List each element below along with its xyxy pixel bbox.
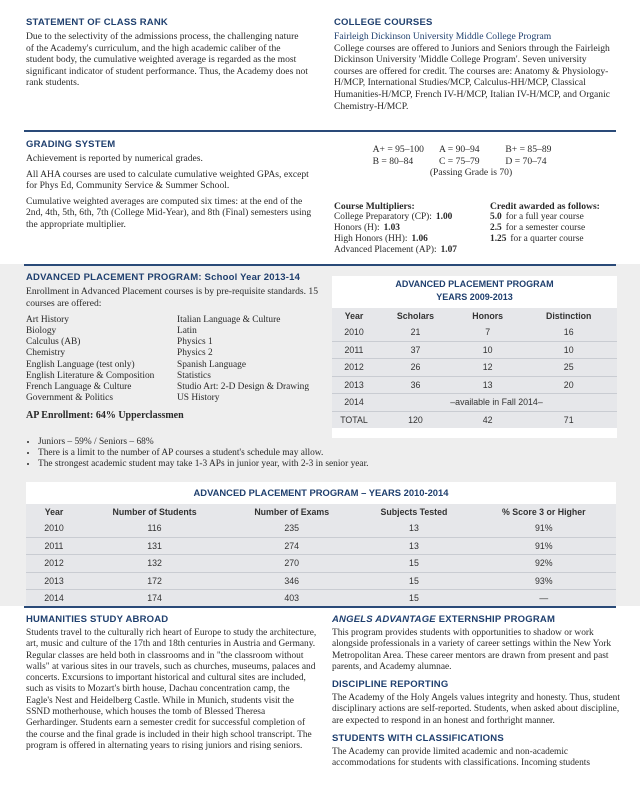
class-rank-text: Due to the selectivity of the admissions process, the challenging nature of the Academy's curriculum, and the high academic caliber of the student body, the cumulative weighted average is regarded as the most significant indicator of student performance. Thus, the Academy does not rank students. [26, 31, 308, 89]
table-cell: 270 [227, 555, 356, 573]
credit-row [490, 223, 620, 234]
ap-table1-title [332, 276, 617, 304]
table-cell: 2014 [44, 593, 64, 604]
table-cell: 2011 [332, 341, 376, 359]
college-courses-subheading: Fairleigh Dickinson University Middle College Program [334, 31, 552, 42]
column-header: Subjects Tested [380, 507, 448, 517]
table-cell: 10 [520, 341, 617, 359]
table-cell: 172 [82, 572, 227, 590]
discipline-text: The Academy of the Holy Angels values integrity and honesty. Thus, student disciplinary actions are self-reported. Students, when asked about discipline, are expected to respond in an honest and forthright manner. [332, 693, 620, 726]
multiplier-value: 1.03 [383, 223, 400, 234]
grade-scale-row [336, 156, 606, 168]
ap-table2 [26, 504, 616, 607]
grading-text-2: All AHA courses are used to calculate cumulative weighted GPAs, except for Phys Ed, Community Service & Summer School. [26, 168, 309, 192]
table-cell: 174 [147, 593, 162, 604]
table-cell: 274 [227, 537, 356, 555]
table-row [332, 376, 617, 394]
ap-course-column-right [177, 315, 326, 404]
table-cell: 91% [472, 520, 616, 537]
grading-text-3: Cumulative weighted averages are computed six times: at the end of the 2nd, 4th, 5th, 6th, 7th (College Mid-Year), and 8th (Final) semesters using the appropriate multiplier. [26, 195, 312, 230]
grade-scale-item: B+ = 85–89 [505, 144, 552, 155]
grade-scale-item: A = 90–94 [439, 144, 480, 155]
table-cell: 2013 [26, 572, 82, 590]
ap-course: Italian Language & Culture [177, 315, 281, 326]
ap-course: Biology [26, 326, 57, 337]
column-header: Honors [472, 311, 504, 321]
table-header-row [26, 504, 616, 520]
multiplier-label: Advanced Placement (AP): [334, 245, 437, 256]
table-cell: 91% [472, 537, 616, 555]
table-cell: 7 [455, 324, 520, 341]
table-cell: 10 [455, 341, 520, 359]
ap-results-table-2009-2013 [332, 276, 617, 438]
table-cell: 20 [520, 376, 617, 394]
divider [24, 130, 616, 132]
table-cell: 42 [482, 414, 493, 425]
column-header: Number of Exams [254, 507, 330, 517]
multiplier-row [334, 245, 484, 256]
table-cell: 92% [472, 555, 616, 573]
grade-scale-item: A+ = 95–100 [372, 144, 424, 155]
grade-scale-item: D = 70–74 [505, 155, 547, 167]
table-cell: 25 [520, 359, 617, 377]
table-cell: 37 [376, 341, 455, 359]
credit-label: for a full year course [505, 212, 584, 222]
column-header: Year [344, 311, 364, 321]
table-cell: 13 [356, 537, 471, 555]
multiplier-value: 1.00 [435, 212, 453, 222]
grading-text-1: Achievement is reported by numerical grades. [26, 153, 203, 164]
ap-course: Physics 1 [177, 337, 213, 348]
table-cell: 346 [227, 572, 356, 590]
divider [24, 264, 616, 266]
table-header-row [332, 308, 617, 324]
table-cell: 15 [356, 555, 471, 573]
table-cell: 15 [356, 572, 471, 590]
table-row [332, 359, 617, 377]
column-header: % Score 3 or Higher [502, 507, 586, 517]
table-cell: 2010 [332, 324, 376, 341]
ap-course: Government & Politics [26, 392, 113, 403]
table-row [26, 520, 616, 537]
table-row [26, 572, 616, 590]
classifications-text: The Academy can provide limited academic and non-academic accommodations for students with classifications. Incoming students [332, 747, 591, 769]
ap-course: Art History [26, 315, 69, 326]
humanities-heading: HUMANITIES STUDY ABROAD [26, 614, 169, 625]
ap-course: English Literature & Composition [26, 370, 155, 381]
divider [24, 606, 616, 608]
externship-section [332, 614, 620, 774]
passing-grade-note: (Passing Grade is 70) [429, 167, 513, 178]
table-cell: 132 [82, 555, 227, 573]
ap-table1 [332, 308, 617, 428]
ap-course: Latin [177, 326, 197, 337]
table-cell: 12 [455, 359, 520, 377]
multiplier-label: Honors (H): [334, 223, 380, 234]
ap-table1-title-line: YEARS 2009-2013 [436, 292, 513, 302]
credits-heading: Credit awarded as follows: [490, 201, 600, 212]
ap-heading-text: ADVANCED PLACEMENT PROGRAM: [26, 272, 202, 283]
college-courses-text: College courses are offered to Juniors and Seniors through the Fairleigh Dickinson University 'Middle College Program'. Seven university courses are offered for credit. The courses are: Anatomy & Physiology-H/MCP, International Studies/MCP, Calculus-HH/MCP, Classical Humanities-H/MCP, French IV-H/MCP, Italian IV-H/MCP, and Organic Chemistry-H/MCP. [334, 42, 610, 112]
grade-scale-item: B = 80–84 [372, 155, 414, 167]
table-cell: 2012 [332, 359, 376, 377]
ap-course: English Language (test only) [26, 359, 135, 370]
ap-course: Studio Art: 2-D Design & Drawing [177, 381, 310, 392]
ap-bullet: • The strongest academic student may take 1-3 APs in junior year, with 2-3 in senior year. [38, 459, 618, 470]
table-cell: 2012 [26, 555, 82, 573]
credit-label: for a quarter course [510, 234, 584, 245]
credit-value: 2.5 [490, 223, 502, 234]
column-header: Scholars [396, 311, 435, 321]
table-cell: 131 [82, 537, 227, 555]
table-row [26, 555, 616, 573]
table-cell: 2014 [332, 394, 376, 412]
table-cell: 235 [227, 520, 356, 537]
class-rank-section [26, 17, 308, 93]
grade-scale-item: C = 75–79 [439, 155, 480, 167]
ap-course: Physics 2 [177, 348, 213, 359]
table-cell: 26 [376, 359, 455, 377]
table-cell: 403 [284, 593, 300, 604]
table-cell: 36 [376, 376, 455, 394]
multiplier-label: High Honors (HH): [334, 234, 408, 245]
ap-course: US History [177, 392, 220, 403]
externship-heading-em: ANGELS ADVANTAGE [332, 614, 436, 625]
table-cell: — [539, 593, 549, 604]
table-cell: 71 [563, 414, 574, 425]
table-cell: 13 [356, 520, 471, 537]
ap-heading-year: School Year 2013-14 [204, 272, 301, 283]
table-cell: 120 [408, 414, 423, 425]
ap-program-section [26, 272, 326, 421]
grading-section [26, 139, 316, 235]
multiplier-row [334, 223, 484, 234]
credit-value: 5.0 [490, 212, 502, 222]
column-header: Number of Students [112, 507, 197, 517]
ap-bullets [28, 437, 618, 470]
ap-enrollment: AP Enrollment: 64% Upperclassmen [26, 409, 184, 421]
ap-course: Spanish Language [177, 359, 246, 370]
ap-table2-title: ADVANCED PLACEMENT PROGRAM – YEARS 2010-2014 [26, 482, 616, 504]
class-rank-heading: STATEMENT OF CLASS RANK [26, 17, 168, 28]
credit-value: 1.25 [490, 234, 507, 245]
multiplier-value: 1.06 [411, 234, 428, 245]
ap-course: Statistics [177, 370, 211, 381]
table-row [332, 324, 617, 341]
multiplier-label: College Preparatory (CP): [334, 212, 432, 222]
table-cell: TOTAL [340, 414, 368, 425]
grading-heading: GRADING SYSTEM [26, 139, 116, 150]
table-cell: 21 [376, 324, 455, 341]
ap-intro: Enrollment in Advanced Placement courses is by pre-requisite standards. 15 courses are offered: [26, 286, 319, 309]
table-cell: 2013 [332, 376, 376, 394]
table-cell-note: –available in Fall 2014– [376, 394, 617, 412]
externship-text: This program provides students with opportunities to shadow or work alongside professionals in a variety of career settings within the New York Metropolitan Area. These career mentors are drawn from present and past parents, and Academy alumnae. [332, 628, 612, 672]
classifications-heading: STUDENTS WITH CLASSIFICATIONS [332, 733, 504, 745]
table-row [332, 341, 617, 359]
table-cell: 2010 [26, 520, 82, 537]
externship-heading [332, 614, 620, 625]
table-cell: 13 [455, 376, 520, 394]
discipline-heading: DISCIPLINE REPORTING [332, 679, 449, 691]
credit-row [490, 234, 620, 245]
table-row [26, 537, 616, 555]
table-row [332, 394, 617, 412]
ap-results-table-2010-2014 [26, 482, 616, 607]
credit-label: for a semester course [505, 223, 586, 234]
table-row [26, 590, 616, 607]
humanities-text: Students travel to the culturally rich heart of Europe to study the architecture, art, music and culture of the 17th and 18th centuries in Austria and Germany. Regular classes are held both in classrooms and in "the classroom without walls" at various sites in our travels, such as churches, museums, palaces and concerts. Excursions to important historical and cultural sites are included, such as visits to Mozart's birth house, Dachau concentration camp, the Eagle's Nest and Heidelberg Castle. While in Munich, students visit the SSND motherhouse, which houses the tomb of Blessed Theresa Gerhardinger. Students earn a semester credit for successful completion of the course and the final grade is included in their high school transcript. The program is offered in alternating years to rising juniors and rising seniors. [26, 628, 317, 751]
multipliers-box [334, 201, 484, 256]
column-header: Distinction [545, 311, 592, 321]
credits-box [490, 201, 620, 245]
table-total-row [332, 411, 617, 428]
multiplier-value: 1.07 [440, 245, 457, 256]
grade-scale-box [336, 144, 606, 179]
externship-heading-rest: EXTERNSHIP PROGRAM [438, 614, 556, 625]
table-cell: 15 [409, 593, 419, 604]
ap-heading [26, 272, 326, 283]
table-cell: 2011 [26, 537, 82, 555]
college-courses-heading: COLLEGE COURSES [334, 17, 433, 28]
credit-row [490, 212, 620, 223]
ap-course: Chemistry [26, 348, 66, 359]
ap-course-column-left [26, 315, 177, 404]
multiplier-row [334, 212, 484, 223]
table-cell: 116 [82, 520, 227, 537]
column-header: Year [44, 507, 64, 517]
grade-scale-row [336, 144, 606, 156]
ap-bullet: • Juniors – 59% / Seniors – 68% [38, 437, 618, 448]
ap-bullet: • There is a limit to the number of AP courses a student's schedule may allow. [38, 448, 618, 459]
ap-course: Calculus (AB) [26, 337, 81, 348]
humanities-section [26, 614, 318, 756]
ap-course-list [26, 315, 326, 404]
ap-course: French Language & Culture [26, 381, 132, 392]
multiplier-row [334, 234, 484, 245]
table-cell: 16 [520, 324, 617, 341]
ap-table1-title-line: ADVANCED PLACEMENT PROGRAM [395, 279, 554, 289]
multipliers-heading: Course Multipliers: [334, 201, 415, 212]
college-courses-section [334, 17, 616, 116]
table-cell: 93% [472, 572, 616, 590]
